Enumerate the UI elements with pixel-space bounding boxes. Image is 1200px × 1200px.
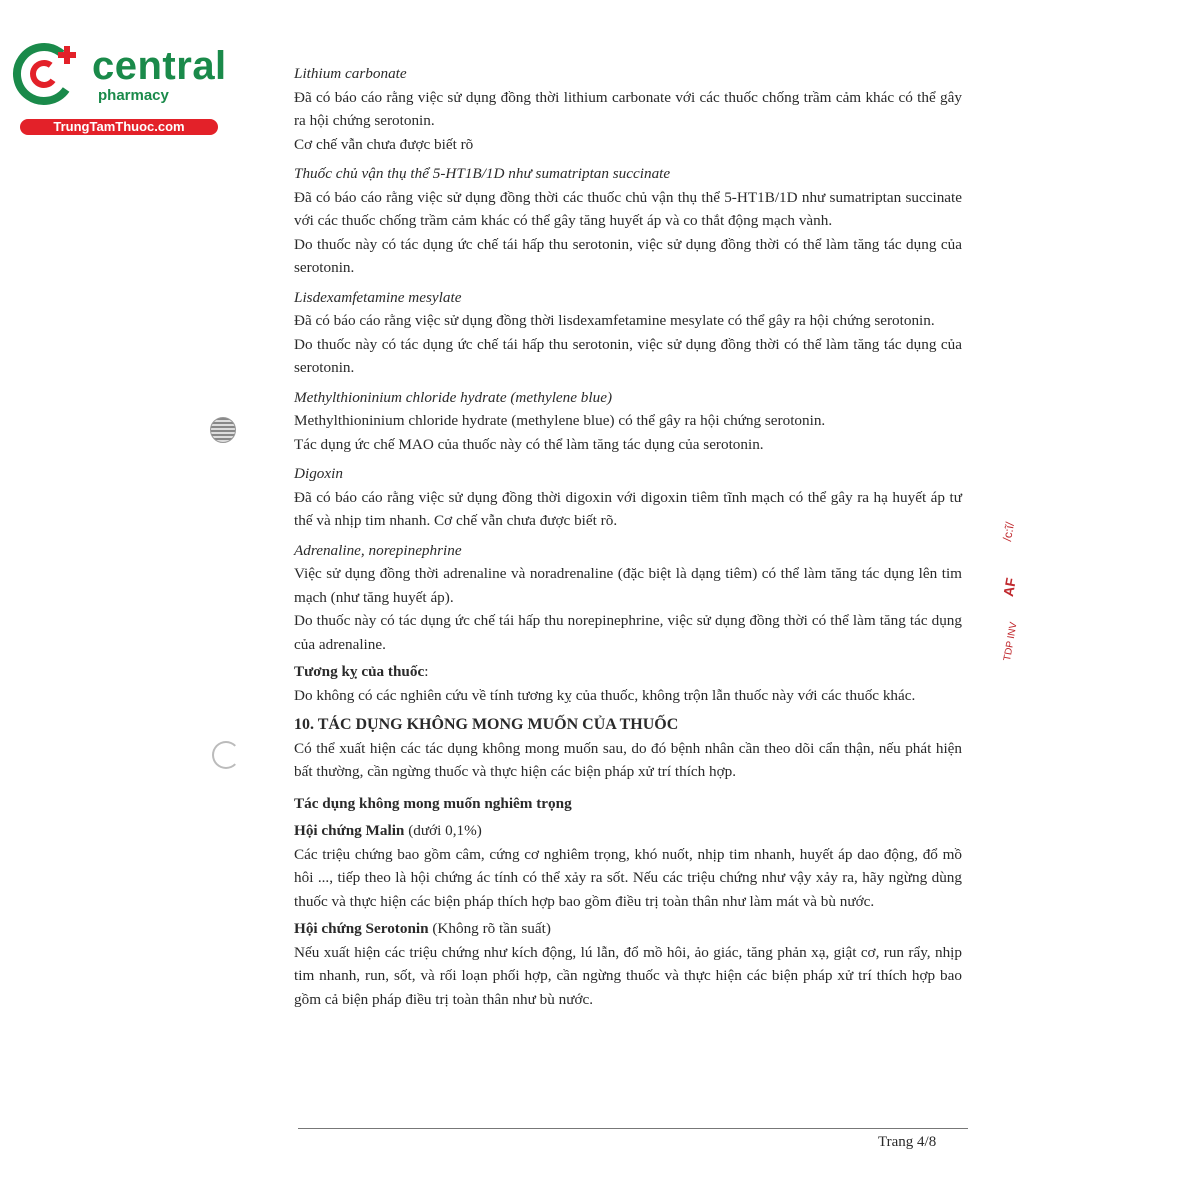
stamp-mark: AF	[1000, 576, 1019, 598]
punch-hole-icon	[212, 741, 240, 769]
brand-url-badge[interactable]: TrungTamThuoc.com	[20, 119, 218, 135]
page-number: Trang 4/8	[878, 1134, 937, 1150]
heading-text: Tương kỵ của thuốc	[294, 663, 425, 680]
stamp-mark: TDP INV	[1002, 621, 1020, 662]
stamp-mark: /c:ĩ/	[1000, 520, 1018, 543]
paragraph: Methylthioninium chloride hydrate (methylene blue) có thể gây ra hội chứng serotonin.	[294, 412, 826, 429]
brand-logo	[10, 38, 227, 138]
footer-divider	[298, 1128, 968, 1129]
compatibility-heading	[294, 660, 962, 684]
paragraph: Do thuốc này có tác dụng ức chế tái hấp thu serotonin, việc sử dụng đồng thời có thể làm tăng tác dụng của serotonin.	[294, 235, 962, 276]
paragraph: Việc sử dụng đồng thời adrenaline và noradrenaline (đặc biệt là dạng tiêm) có thể làm tăng tác dụng lên tim mạch (như tăng huyết áp).	[294, 565, 962, 606]
paragraph: Do thuốc này có tác dụng ức chế tái hấp thu serotonin, việc sử dụng đồng thời có thể làm tăng tác dụng của serotonin.	[294, 335, 962, 376]
punch-hole-icon	[210, 417, 236, 443]
subheading: Lithium carbonate	[294, 65, 407, 82]
frequency: (dưới 0,1%)	[404, 822, 482, 839]
serotonin-heading	[294, 917, 962, 941]
subheading: Lisdexamfetamine mesylate	[294, 288, 462, 306]
paragraph: Cơ chế vẫn chưa được biết rõ	[294, 135, 474, 153]
section-heading: 10. TÁC DỤNG KHÔNG MONG MUỐN CỦA THUỐC	[294, 716, 679, 733]
paragraph: Đã có báo cáo rằng việc sử dụng đồng thời lithium carbonate với các thuốc chống trầm cảm khác có thể gây ra hội chứng serotonin.	[294, 88, 962, 129]
paragraph: Tác dụng ức chế MAO của thuốc này có thể làm tăng tác dụng của serotonin.	[294, 435, 764, 453]
paragraph: Đã có báo cáo rằng việc sử dụng đồng thời các thuốc chủ vận thụ thể 5-HT1B/1D như sumatriptan succinate với các thuốc chống trầm cảm khác có thể gây tăng huyết áp và co thắt động mạch vành.	[294, 188, 962, 229]
frequency: (Không rõ tần suất)	[428, 920, 551, 937]
document-body	[294, 62, 962, 1011]
paragraph: Nếu xuất hiện các triệu chứng như kích động, lú lẫn, đổ mồ hôi, ảo giác, tăng phản xạ, giật cơ, run rẩy, nhịp tim nhanh, run, sốt, và rối loạn phối hợp, cần ngừng thuốc và thực hiện các biện pháp xử trí thích hợp bao gồm cả biện pháp điều trị toàn thân như bù nước.	[294, 943, 962, 1008]
subheading: Digoxin	[294, 465, 343, 482]
brand-name: central	[92, 44, 227, 88]
subheading: Methylthioninium chloride hydrate (methylene blue)	[294, 388, 612, 406]
subheading-bold: Tác dụng không mong muốn nghiêm trọng	[294, 794, 572, 812]
heading-colon: :	[424, 663, 429, 680]
malin-heading	[294, 819, 962, 843]
paragraph: Các triệu chứng bao gồm câm, cứng cơ nghiêm trọng, khó nuốt, nhịp tim nhanh, huyết áp dao động, đổ mồ hôi ..., tiếp theo là hội chứng ác tính có thể xảy ra sốt. Nếu các triệu chứng như vậy xảy ra, hãy ngừng dùng thuốc và thực hiện các biện pháp thích hợp bao gồm điều trị toàn thân như làm mát và bù nước.	[294, 845, 962, 910]
paragraph: Có thể xuất hiện các tác dụng không mong muốn sau, do đó bệnh nhân cần theo dõi cẩn thận, nếu phát hiện bất thường, cần ngừng thuốc và thực hiện các biện pháp xử trí thích hợp.	[294, 739, 962, 780]
heading-text: Hội chứng Malin	[294, 822, 405, 839]
paragraph: Đã có báo cáo rằng việc sử dụng đồng thời lisdexamfetamine mesylate có thể gây ra hội chứng serotonin.	[294, 312, 935, 329]
subheading: Thuốc chủ vận thụ thể 5-HT1B/1D như sumatriptan succinate	[294, 165, 671, 182]
pharmacy-cross-icon	[12, 40, 78, 106]
heading-text: Hội chứng Serotonin	[294, 920, 429, 937]
paragraph: Đã có báo cáo rằng việc sử dụng đồng thời digoxin với digoxin tiêm tĩnh mạch có thể gây ra hạ huyết áp tư thế và nhịp tim nhanh. Cơ chế vẫn chưa được biết rõ.	[294, 488, 962, 529]
subheading: Adrenaline, norepinephrine	[294, 541, 462, 559]
paragraph: Do thuốc này có tác dụng ức chế tái hấp thu norepinephrine, việc sử dụng đồng thời có thể làm tăng tác dụng của adrenaline.	[294, 612, 962, 653]
paragraph: Do không có các nghiên cứu về tính tương kỵ của thuốc, không trộn lẫn thuốc này với các thuốc khác.	[294, 686, 916, 704]
brand-subtitle: pharmacy	[98, 87, 169, 104]
